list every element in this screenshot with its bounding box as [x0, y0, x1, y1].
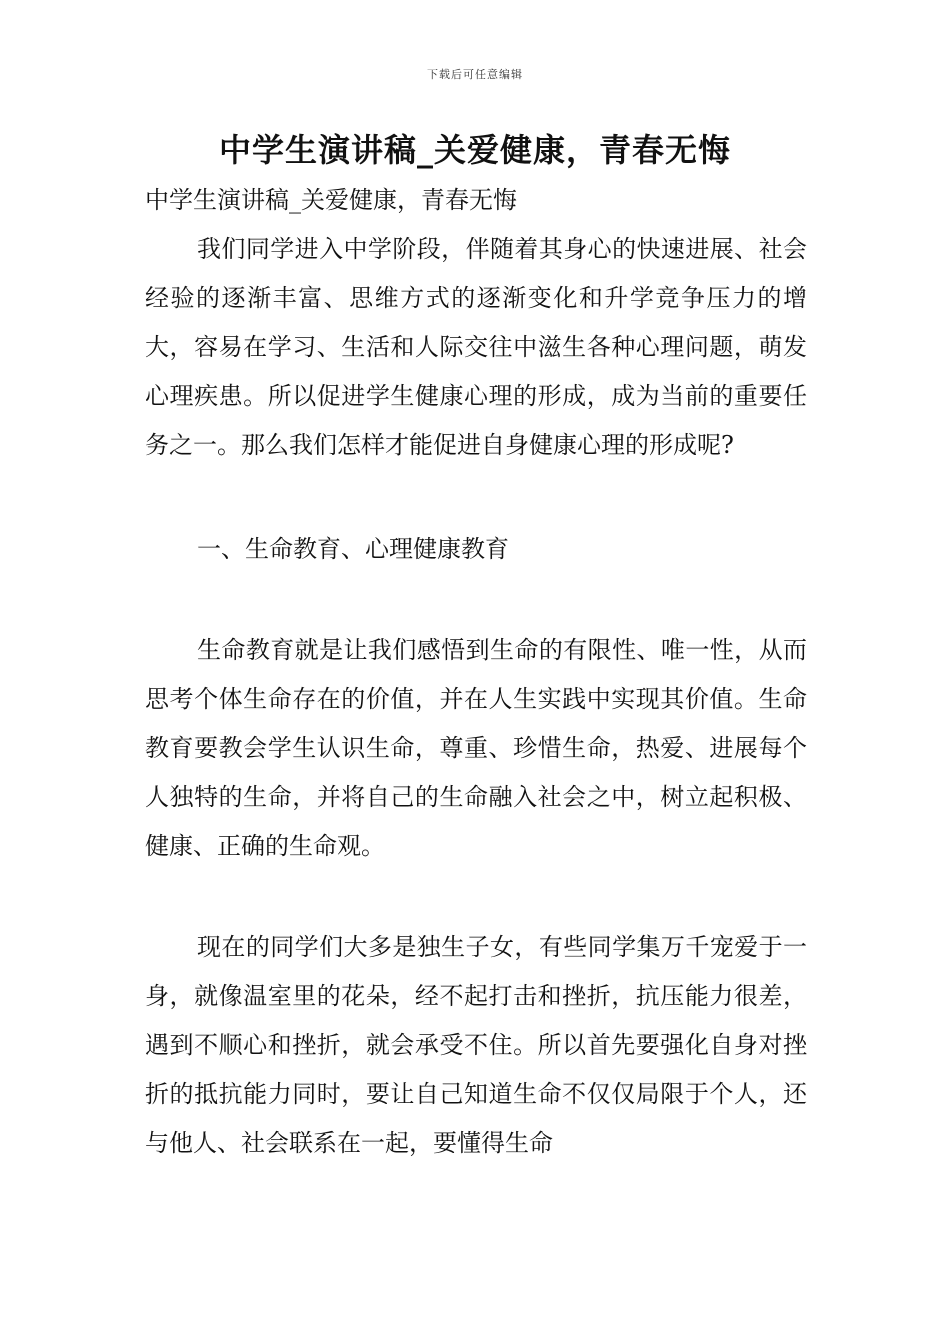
paragraph-spacer — [145, 871, 807, 923]
document-subtitle: 中学生演讲稿_关爱健康，青春无悔 — [145, 186, 517, 214]
paragraph-spacer — [145, 470, 807, 525]
section-heading: 一、生命教育、心理健康教育 — [197, 535, 509, 563]
paragraph-intro: 我们同学进入中学阶段，伴随着其身心的快速进展、社会经验的逐渐丰富、思维方式的逐渐变化和升学竞争压力的增大，容易在学习、生活和人际交往中滋生各种心理问题，萌发心理疾患。所以促进学生健康心理的形成，成为当前的重要任务之一。那么我们怎样才能促进自身健康心理的形成呢? — [145, 235, 807, 459]
document-body — [145, 176, 807, 1168]
paragraph-life-education: 生命教育就是让我们感悟到生命的有限性、唯一性，从而思考个体生命存在的价值，并在人生实践中实现其价值。生命教育要教会学生认识生命，尊重、珍惜生命，热爱、进展每个人独特的生命，并将自己的生命融入社会之中，树立起积极、健康、正确的生命观。 — [145, 636, 807, 860]
header-note: 下载后可任意编辑 — [427, 68, 523, 81]
paragraph-spacer — [145, 574, 807, 626]
paragraph-only-children: 现在的同学们大多是独生子女，有些同学集万千宠爱于一身，就像温室里的花朵，经不起打击和挫折，抗压能力很差，遇到不顺心和挫折，就会承受不住。所以首先要强化自身对挫折的抵抗能力同时，要让自己知道生命不仅仅局限于个人，还与他人、社会联系在一起，要懂得生命 — [145, 933, 807, 1157]
document-title: 中学生演讲稿_关爱健康，青春无悔 — [218, 131, 731, 169]
